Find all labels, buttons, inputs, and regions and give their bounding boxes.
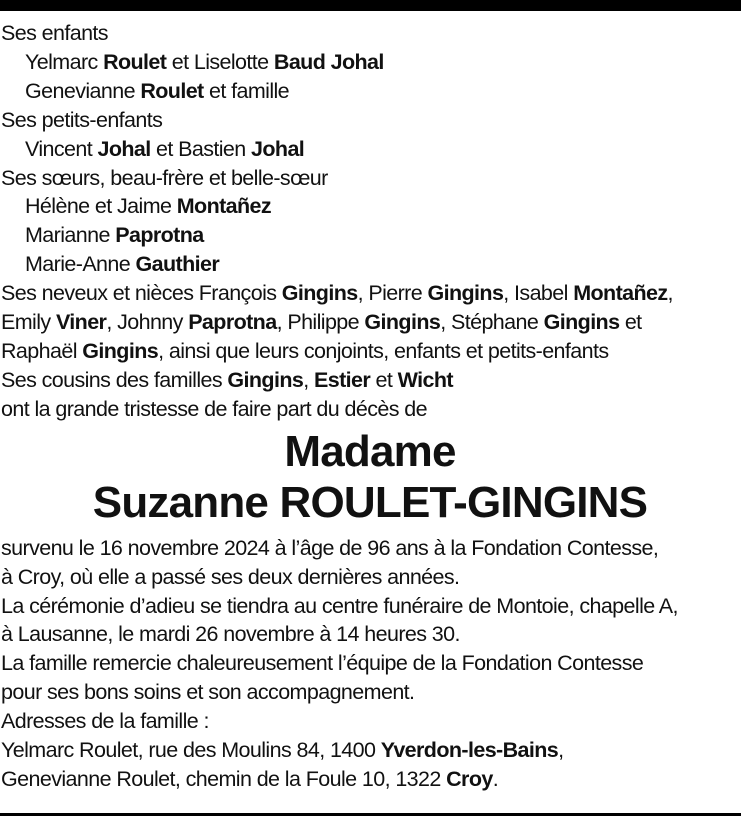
surname-text: Gingins: [543, 310, 620, 335]
text-run: Vincent: [25, 136, 98, 161]
text-run: survenu le 16 novembre 2024 à l’âge de 96 ans à la Fondation Contesse,: [1, 535, 659, 560]
top-rule: [0, 0, 741, 11]
text-run: ,: [303, 367, 314, 392]
text-run: Raphaël: [1, 338, 83, 363]
deceased-name: Suzanne ROULET-GINGINS: [92, 477, 648, 527]
text-run: , Isabel: [503, 281, 574, 306]
addresses-heading: [1, 707, 739, 736]
detail-line: [1, 592, 739, 621]
text-run: Emily: [1, 310, 56, 335]
text-run: à Lausanne, le mardi 26 novembre à 14 heures 30.: [1, 622, 460, 647]
detail-line: [1, 534, 739, 563]
cousins-line: [1, 366, 739, 395]
surname-text: Wicht: [397, 367, 453, 392]
text-run: et famille: [203, 78, 290, 103]
surname-text: Gingins: [82, 338, 159, 363]
text-run: Adresses de la famille :: [1, 709, 209, 734]
detail-line: [1, 678, 739, 707]
surname-text: Paprotna: [115, 223, 204, 248]
text-run: Genevianne Roulet, chemin de la Foule 10, 1322: [1, 766, 447, 791]
family-line: [1, 135, 739, 164]
surname-text: Croy: [446, 766, 493, 791]
surname-text: Gingins: [427, 281, 504, 306]
detail-line: [1, 620, 739, 649]
text-run: ,: [558, 738, 564, 763]
surname-text: Gingins: [227, 367, 304, 392]
surname-text: Johal: [251, 136, 305, 161]
family-line: [1, 77, 739, 106]
text-run: Yelmarc Roulet, rue des Moulins 84, 1400: [1, 738, 381, 763]
family-line: [1, 279, 739, 308]
siblings-list: [1, 192, 739, 279]
text-run: Marianne: [25, 223, 116, 248]
text-run: et: [370, 367, 398, 392]
text-run: et: [619, 310, 642, 335]
family-line: [1, 221, 739, 250]
text-run: Marie-Anne: [25, 252, 136, 277]
text-run: , Johnny: [106, 310, 189, 335]
family-line: [1, 308, 739, 337]
children-list: [1, 48, 739, 106]
surname-text: Johal: [97, 136, 151, 161]
bottom-rule: [0, 813, 741, 816]
text-run: , Philippe: [276, 310, 365, 335]
family-line: [1, 337, 739, 366]
surname-text: Viner: [55, 310, 107, 335]
children-heading: Ses enfants: [1, 21, 108, 45]
surname-text: Montañez: [573, 281, 668, 306]
surname-text: Estier: [313, 367, 371, 392]
address-line: [1, 765, 739, 794]
deceased-title: Madame: [284, 426, 456, 476]
surname-text: Roulet: [103, 49, 167, 74]
address-line: [1, 736, 739, 765]
announcement-line: ont la grande tristesse de faire part du décès de: [1, 396, 427, 421]
surname-text: Roulet: [140, 78, 204, 103]
family-line: [1, 250, 739, 279]
text-run: , Stéphane: [440, 310, 544, 335]
detail-line: [1, 563, 739, 592]
surname-text: Gingins: [281, 281, 358, 306]
surname-text: Baud Johal: [273, 49, 384, 74]
obituary-notice: [1, 19, 739, 794]
text-run: , ainsi que leurs conjoints, enfants et petits-enfants: [158, 338, 609, 363]
nephews-paragraph: [1, 279, 739, 366]
text-run: et Bastien: [150, 136, 252, 161]
text-run: Ses neveux et nièces François: [1, 281, 282, 306]
text-run: .: [492, 766, 499, 791]
text-run: ,: [667, 281, 673, 306]
text-run: La cérémonie d’adieu se tiendra au centre funéraire de Montoie, chapelle A,: [1, 593, 678, 618]
grandchildren-heading: Ses petits-enfants: [1, 107, 163, 132]
surname-text: Montañez: [176, 194, 272, 219]
grandchildren-list: [1, 135, 739, 164]
text-run: et Liselotte: [166, 49, 274, 74]
text-run: Genevianne: [25, 78, 141, 103]
detail-line: [1, 649, 739, 678]
siblings-heading: Ses sœurs, beau-frère et belle-sœur: [1, 165, 328, 190]
surname-text: Paprotna: [188, 310, 277, 335]
surname-text: Yverdon-les-Bains: [380, 738, 559, 763]
text-run: Hélène et Jaime: [25, 194, 177, 219]
text-run: La famille remercie chaleureusement l’équipe de la Fondation Contesse: [1, 651, 644, 676]
deceased-name-block: [1, 424, 739, 534]
text-run: Yelmarc: [25, 49, 104, 74]
details-paragraph: [1, 534, 739, 794]
family-line: [1, 48, 739, 77]
text-run: , Pierre: [357, 281, 428, 306]
text-run: pour ses bons soins et son accompagnement.: [1, 680, 415, 705]
surname-text: Gingins: [364, 310, 441, 335]
surname-text: Gauthier: [135, 252, 220, 277]
text-run: Ses cousins des familles: [1, 367, 228, 392]
family-line: [1, 192, 739, 221]
text-run: à Croy, où elle a passé ses deux dernières années.: [1, 564, 460, 589]
